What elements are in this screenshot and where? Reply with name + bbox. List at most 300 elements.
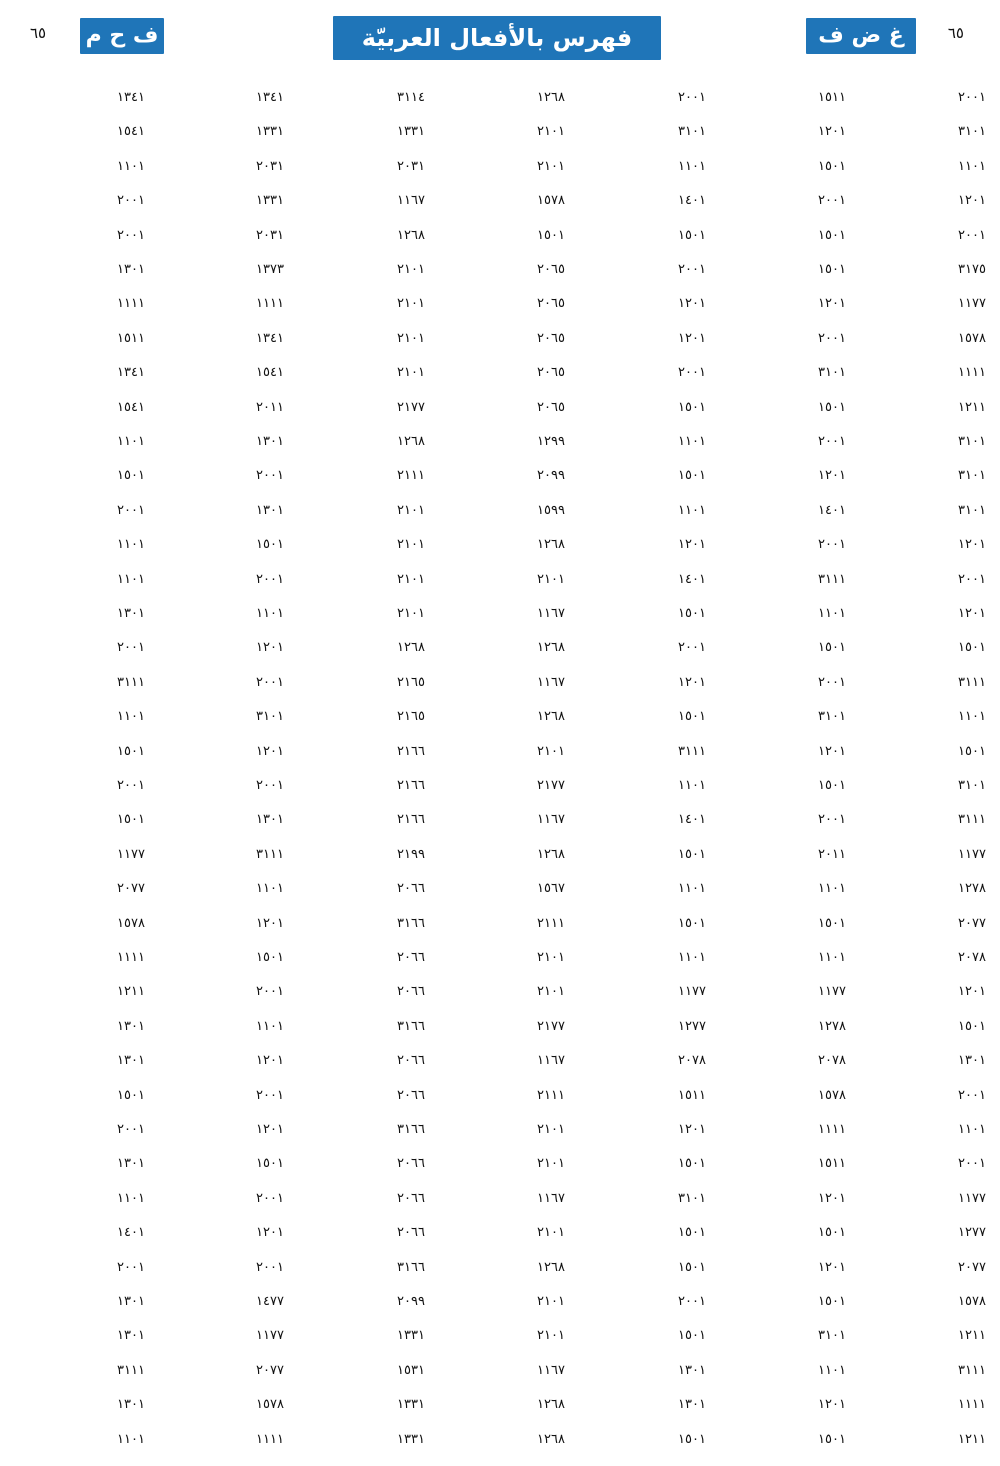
entry-code: ١٥٤١ xyxy=(256,365,284,381)
entry-code: ٢٠٣١ xyxy=(397,158,425,174)
entry-code: ٢١١١ xyxy=(537,915,565,931)
entry-code: ٢١٠١ xyxy=(397,537,425,553)
entry-code: ١٥٠١ xyxy=(818,227,846,243)
entry-code: ١٣٣١ xyxy=(256,124,284,140)
entry-code: ١١٠١ xyxy=(117,537,145,553)
entry-code: ١١٧٧ xyxy=(818,984,846,1000)
entry-code: ١٥٠١ xyxy=(117,812,145,828)
entry-code: ٢١٩٩ xyxy=(397,846,425,862)
table-row xyxy=(0,940,1000,974)
entry-code: ١١٠١ xyxy=(678,158,706,174)
entry-code: ١٣٤١ xyxy=(256,330,284,346)
entry-code: ٢١٠١ xyxy=(397,296,425,312)
entry-code: ٢٠٧٧ xyxy=(958,1259,986,1275)
entry-code: ١٥٠١ xyxy=(818,640,846,656)
entry-code: ٢٠٠١ xyxy=(256,1259,284,1275)
entry-code: ١٢٠١ xyxy=(958,537,986,553)
table-row xyxy=(0,1146,1000,1180)
entry-code: ١١٦٧ xyxy=(537,606,565,621)
entry-code: ١٥٠١ xyxy=(818,1225,846,1241)
entry-code: ١٢٠١ xyxy=(958,984,986,1000)
entry-code: ١٢٠١ xyxy=(678,537,706,553)
entry-code: ٢١٠١ xyxy=(537,950,565,965)
entry-code: ٢٠٦٥ xyxy=(537,399,565,415)
entry-code: ١٣٠١ xyxy=(117,1294,145,1309)
entry-code: ٢٠٠١ xyxy=(256,778,284,793)
entry-code: ١٢٧٨ xyxy=(818,1018,846,1034)
entry-code: ٢٠٠١ xyxy=(958,1156,986,1172)
entry-code: ١٢٠١ xyxy=(256,1225,284,1241)
entry-code: ١٥٩٩ xyxy=(537,502,565,518)
entry-code: ١٣٠١ xyxy=(256,812,284,828)
table-row xyxy=(0,1043,1000,1077)
entry-code: ٢٠١١ xyxy=(256,399,284,415)
entry-code: ٢٠٠١ xyxy=(818,812,846,828)
entry-code: ٣١٠١ xyxy=(958,124,986,140)
table-row xyxy=(0,699,1000,733)
entry-code: ٢٠٣١ xyxy=(256,158,284,174)
table-row xyxy=(0,596,1000,630)
entry-code: ٢٠٠١ xyxy=(678,90,706,105)
entry-code: ١٢٦٨ xyxy=(397,227,425,243)
entry-code: ٢٠٠١ xyxy=(678,640,706,656)
page-title: فهرس بالأفعال العربيّة xyxy=(333,16,661,60)
entry-code: ٢١١١ xyxy=(537,1087,565,1103)
entry-code: ١٥٠١ xyxy=(537,227,565,243)
entry-code: ١٢٦٨ xyxy=(537,1397,565,1413)
entry-code: ١٣٠١ xyxy=(678,1362,706,1378)
entry-code: ١٥٠١ xyxy=(678,468,706,484)
entry-code: ١١١١ xyxy=(117,296,145,312)
entry-code: ١٥٣١ xyxy=(397,1362,425,1378)
entry-code: ١٢٠١ xyxy=(818,468,846,484)
entry-code: ٢٠٠١ xyxy=(818,674,846,690)
entry-code: ١١٦٧ xyxy=(537,1362,565,1378)
entry-code: ٢١٠١ xyxy=(537,124,565,140)
entry-code: ١٥٧٨ xyxy=(818,1087,846,1103)
table-row xyxy=(0,114,1000,148)
table-row xyxy=(0,1387,1000,1421)
entry-code: ٢٠٦٦ xyxy=(397,984,425,1000)
entry-code: ٢١١١ xyxy=(397,468,425,484)
entry-code: ١١٠١ xyxy=(678,881,706,897)
entry-code: ١٣٣١ xyxy=(397,1431,425,1447)
entry-code: ٢٠١١ xyxy=(818,846,846,862)
entry-code: ١١٧٧ xyxy=(117,846,145,862)
entry-code: ١٢٠١ xyxy=(256,915,284,931)
entry-code: ١٥٧٨ xyxy=(537,193,565,209)
table-row xyxy=(0,218,1000,252)
entry-code: ١٣٣١ xyxy=(397,1397,425,1413)
entry-code: ٢٠٠١ xyxy=(958,1087,986,1103)
entry-code: ١٥٠١ xyxy=(818,778,846,793)
table-row xyxy=(0,390,1000,424)
entry-code: ٣١١١ xyxy=(818,571,846,587)
entry-code: ٢١٦٦ xyxy=(397,812,425,828)
entry-code: ٢١٦٥ xyxy=(397,709,425,725)
entry-code: ٢١٠١ xyxy=(397,330,425,346)
table-row xyxy=(0,1112,1000,1146)
entry-code: ١٣٠١ xyxy=(117,1328,145,1344)
entry-code: ١١٠١ xyxy=(678,950,706,965)
entry-code: ١١١١ xyxy=(958,365,986,381)
entry-code: ٢١٠١ xyxy=(397,606,425,621)
entry-code: ١٣٠١ xyxy=(117,262,145,277)
entry-code: ٢١٠١ xyxy=(537,1225,565,1241)
page-number-left: ٦٥ xyxy=(30,24,47,42)
table-row xyxy=(0,906,1000,940)
entry-code: ١٤٠١ xyxy=(818,502,846,518)
entry-code: ٢٠٦٥ xyxy=(537,330,565,346)
verb-index-table xyxy=(0,80,1000,1456)
entry-code: ١١٠١ xyxy=(678,434,706,449)
entry-code: ١٥٠١ xyxy=(678,1259,706,1275)
entry-code: ٢١٧٧ xyxy=(537,1018,565,1034)
entry-code: ٢٠٠١ xyxy=(958,571,986,587)
entry-code: ١٣٠١ xyxy=(117,606,145,621)
entry-code: ١١٠١ xyxy=(958,709,986,725)
entry-code: ١١١١ xyxy=(256,1431,284,1447)
entry-code: ٢١٦٦ xyxy=(397,743,425,759)
entry-code: ٢٠٠١ xyxy=(256,1190,284,1206)
entry-code: ١٢٠١ xyxy=(678,296,706,312)
entry-code: ١٥٦٧ xyxy=(537,881,565,897)
entry-code: ١٢٧٨ xyxy=(958,881,986,897)
entry-code: ١٢٦٨ xyxy=(397,434,425,449)
entry-code: ١١٠١ xyxy=(256,606,284,621)
entry-code: ١٥٠١ xyxy=(958,1018,986,1034)
entry-code: ٣١١٤ xyxy=(397,90,425,105)
entry-code: ٣١٦٦ xyxy=(397,1259,425,1275)
entry-code: ١٢٠١ xyxy=(818,1190,846,1206)
entry-code: ١٥٧٨ xyxy=(256,1397,284,1413)
entry-code: ٢١٠١ xyxy=(397,571,425,587)
table-row xyxy=(0,665,1000,699)
entry-code: ٢٠٠١ xyxy=(958,90,986,105)
entry-code: ٢٠٩٩ xyxy=(397,1294,425,1309)
entry-code: ١٥٠١ xyxy=(818,1431,846,1447)
entry-code: ١١٦٧ xyxy=(537,1190,565,1206)
entry-code: ١٥٧٨ xyxy=(117,915,145,931)
section-tab-left: ف ح م xyxy=(80,18,164,54)
entry-code: ١٢٦٨ xyxy=(537,846,565,862)
entry-code: ١٢٠١ xyxy=(678,330,706,346)
entry-code: ١١١١ xyxy=(818,1122,846,1137)
entry-code: ١١٠١ xyxy=(678,502,706,518)
entry-code: ١١٠١ xyxy=(117,1431,145,1447)
entry-code: ٢٠٧٨ xyxy=(678,1053,706,1069)
table-row xyxy=(0,321,1000,355)
entry-code: ٢٠٠١ xyxy=(818,330,846,346)
entry-code: ٢٠٠١ xyxy=(678,262,706,277)
entry-code: ١٥١١ xyxy=(117,330,145,346)
entry-code: ١٤٠١ xyxy=(678,812,706,828)
entry-code: ٢١٧٧ xyxy=(397,399,425,415)
entry-code: ٣١٠١ xyxy=(958,434,986,449)
entry-code: ١٥٠١ xyxy=(678,846,706,862)
entry-code: ٣١٠١ xyxy=(818,709,846,725)
table-row xyxy=(0,355,1000,389)
entry-code: ١١٠١ xyxy=(117,709,145,725)
entry-code: ٢٠٦٥ xyxy=(537,365,565,381)
entry-code: ١٤٠١ xyxy=(678,193,706,209)
entry-code: ٢١٠١ xyxy=(537,743,565,759)
entry-code: ١١٧٧ xyxy=(958,1190,986,1206)
entry-code: ٢١٠١ xyxy=(397,262,425,277)
table-row xyxy=(0,1353,1000,1387)
entry-code: ١٢٠١ xyxy=(818,1397,846,1413)
entry-code: ١١٠١ xyxy=(117,434,145,449)
entry-code: ١٣٤١ xyxy=(117,90,145,105)
entry-code: ٢٠٩٩ xyxy=(537,468,565,484)
entry-code: ٢١٦٥ xyxy=(397,674,425,690)
table-row xyxy=(0,974,1000,1008)
entry-code: ١٣٣١ xyxy=(397,1328,425,1344)
entry-code: ٢٠٠١ xyxy=(117,502,145,518)
entry-code: ١٥٠١ xyxy=(256,950,284,965)
entry-code: ١١٠١ xyxy=(958,1122,986,1137)
entry-code: ٣١١١ xyxy=(256,846,284,862)
entry-code: ٢٠٠١ xyxy=(117,1122,145,1137)
entry-code: ٢٠٧٨ xyxy=(958,950,986,965)
table-row xyxy=(0,871,1000,905)
entry-code: ٢٠٧٧ xyxy=(958,915,986,931)
table-row xyxy=(0,252,1000,286)
entry-code: ٢٠٦٦ xyxy=(397,1225,425,1241)
entry-code: ٣١٠١ xyxy=(818,365,846,381)
entry-code: ٢١٠١ xyxy=(537,1156,565,1172)
entry-code: ١٥٠١ xyxy=(818,915,846,931)
entry-code: ١٢٠١ xyxy=(256,640,284,656)
entry-code: ١٥٠١ xyxy=(678,1156,706,1172)
entry-code: ١٢٧٧ xyxy=(678,1018,706,1034)
entry-code: ١١١١ xyxy=(958,1397,986,1413)
entry-code: ٣١٠١ xyxy=(818,1328,846,1344)
entry-code: ١١١١ xyxy=(117,950,145,965)
entry-code: ١٥٠١ xyxy=(958,743,986,759)
entry-code: ١١٠١ xyxy=(818,1362,846,1378)
entry-code: ١٥٠١ xyxy=(678,1328,706,1344)
table-row xyxy=(0,149,1000,183)
table-row xyxy=(0,1318,1000,1352)
entry-code: ١٢٠١ xyxy=(818,124,846,140)
entry-code: ١٥٤١ xyxy=(117,399,145,415)
table-row xyxy=(0,1181,1000,1215)
entry-code: ١٥٠١ xyxy=(678,1225,706,1241)
entry-code: ٢٠٧٧ xyxy=(256,1362,284,1378)
entry-code: ١١٠١ xyxy=(256,881,284,897)
entry-code: ١١٦٧ xyxy=(537,812,565,828)
entry-code: ١٢١١ xyxy=(958,1328,986,1344)
table-row xyxy=(0,630,1000,664)
entry-code: ٢١٠١ xyxy=(537,571,565,587)
table-row xyxy=(0,493,1000,527)
entry-code: ٣١٦٦ xyxy=(397,1018,425,1034)
entry-code: ١٢١١ xyxy=(958,399,986,415)
entry-code: ٢٠٠١ xyxy=(256,571,284,587)
page-header xyxy=(0,0,1000,80)
entry-code: ١٢٧٧ xyxy=(958,1225,986,1241)
entry-code: ١٥٠١ xyxy=(117,743,145,759)
entry-code: ١٢٦٨ xyxy=(537,640,565,656)
entry-code: ٢٠٠١ xyxy=(256,468,284,484)
entry-code: ١١٠١ xyxy=(818,881,846,897)
entry-code: ٣١٠١ xyxy=(678,1190,706,1206)
entry-code: ١٢٦٨ xyxy=(397,640,425,656)
entry-code: ٢٠٠١ xyxy=(117,640,145,656)
entry-code: ٣١٠١ xyxy=(256,709,284,725)
table-row xyxy=(0,768,1000,802)
entry-code: ١٣٣١ xyxy=(397,124,425,140)
entry-code: ١٣٠١ xyxy=(117,1053,145,1069)
entry-code: ١٥١١ xyxy=(818,90,846,105)
entry-code: ٢٠٠١ xyxy=(958,227,986,243)
entry-code: ٢٠٠١ xyxy=(117,1259,145,1275)
entry-code: ٣١١١ xyxy=(117,1362,145,1378)
entry-code: ٣١٠١ xyxy=(958,778,986,793)
entry-code: ١١١١ xyxy=(256,296,284,312)
entry-code: ٣١١١ xyxy=(678,743,706,759)
entry-code: ١٢٠١ xyxy=(256,743,284,759)
entry-code: ١٤٧٧ xyxy=(256,1294,284,1309)
entry-code: ٢١٠١ xyxy=(537,1122,565,1137)
entry-code: ١٢٦٨ xyxy=(537,709,565,725)
entry-code: ١١٦٧ xyxy=(537,1053,565,1069)
entry-code: ٢٠٦٦ xyxy=(397,1156,425,1172)
entry-code: ٢٠٦٥ xyxy=(537,262,565,277)
table-row xyxy=(0,1284,1000,1318)
entry-code: ٣١٠١ xyxy=(958,468,986,484)
entry-code: ١٥٠١ xyxy=(818,158,846,174)
entry-code: ١٥٠١ xyxy=(678,399,706,415)
entry-code: ٢٠٠١ xyxy=(256,1087,284,1103)
entry-code: ١٥١١ xyxy=(678,1087,706,1103)
entry-code: ٢٠٠١ xyxy=(117,227,145,243)
entry-code: ١٢٦٨ xyxy=(537,1431,565,1447)
entry-code: ٢٠٠١ xyxy=(256,984,284,1000)
entry-code: ١٢٠١ xyxy=(818,743,846,759)
entry-code: ١٣٠١ xyxy=(256,502,284,518)
table-row xyxy=(0,734,1000,768)
entry-code: ٣١١١ xyxy=(958,674,986,690)
page-number-right: ٦٥ xyxy=(947,24,964,42)
entry-code: ٢٠٠١ xyxy=(117,778,145,793)
table-row xyxy=(0,424,1000,458)
table-row xyxy=(0,527,1000,561)
entry-code: ١١٧٧ xyxy=(958,846,986,862)
entry-code: ١٥٠١ xyxy=(678,709,706,725)
entry-code: ٣١١١ xyxy=(958,1362,986,1378)
entry-code: ٣١٦٦ xyxy=(397,915,425,931)
entry-code: ١٢٠١ xyxy=(256,1122,284,1137)
entry-code: ١١٠١ xyxy=(117,571,145,587)
entry-code: ١١٠١ xyxy=(818,950,846,965)
entry-code: ٢١٧٧ xyxy=(537,778,565,793)
entry-code: ١٢٦٨ xyxy=(537,90,565,105)
entry-code: ١٣٠١ xyxy=(117,1397,145,1413)
entry-code: ٢١٠١ xyxy=(537,1328,565,1344)
entry-code: ١٣٤١ xyxy=(256,90,284,105)
entry-code: ١٣٠١ xyxy=(958,1053,986,1069)
entry-code: ١٥٠١ xyxy=(958,640,986,656)
entry-code: ١٢٦٨ xyxy=(537,1259,565,1275)
entry-code: ١٢٠١ xyxy=(678,1122,706,1137)
entry-code: ١٢٦٨ xyxy=(537,537,565,553)
entry-code: ٣١٠١ xyxy=(678,124,706,140)
entry-code: ١٢٠١ xyxy=(818,1259,846,1275)
entry-code: ٢٠٦٦ xyxy=(397,881,425,897)
entry-code: ١١٠١ xyxy=(117,1190,145,1206)
entry-code: ١٥٠١ xyxy=(256,1156,284,1172)
entry-code: ١٢٠١ xyxy=(818,296,846,312)
entry-code: ٢١٠١ xyxy=(537,1294,565,1309)
table-row xyxy=(0,458,1000,492)
entry-code: ١٢٩٩ xyxy=(537,434,565,449)
entry-code: ١١٧٧ xyxy=(678,984,706,1000)
entry-code: ٢١٠١ xyxy=(537,984,565,1000)
entry-code: ٣١٧٥ xyxy=(958,262,986,277)
table-row xyxy=(0,286,1000,320)
entry-code: ١١٠١ xyxy=(256,1018,284,1034)
entry-code: ٢١٠١ xyxy=(537,158,565,174)
entry-code: ١٥٠١ xyxy=(256,537,284,553)
entry-code: ١٥٠١ xyxy=(117,1087,145,1103)
table-row xyxy=(0,183,1000,217)
entry-code: ١٥٠١ xyxy=(678,606,706,621)
entry-code: ١٤٠١ xyxy=(678,571,706,587)
entry-code: ١١٦٧ xyxy=(397,193,425,209)
entry-code: ٢٠٧٧ xyxy=(117,881,145,897)
entry-code: ٢٠٣١ xyxy=(256,227,284,243)
entry-code: ٢٠٠١ xyxy=(256,674,284,690)
entry-code: ١٣٠١ xyxy=(678,1397,706,1413)
entry-code: ٢٠٦٦ xyxy=(397,1190,425,1206)
entry-code: ٢٠٠١ xyxy=(818,193,846,209)
entry-code: ٢٠٧٨ xyxy=(818,1053,846,1069)
entry-code: ٣١٠١ xyxy=(958,502,986,518)
entry-code: ١٣٣١ xyxy=(256,193,284,209)
entry-code: ١١٠١ xyxy=(678,778,706,793)
entry-code: ١٣٧٣ xyxy=(256,262,284,277)
entry-code: ١٥٠١ xyxy=(678,915,706,931)
entry-code: ١١٦٧ xyxy=(537,674,565,690)
table-row xyxy=(0,802,1000,836)
entry-code: ١٢٠١ xyxy=(678,674,706,690)
entry-code: ١٢٠١ xyxy=(958,606,986,621)
entry-code: ١٥١١ xyxy=(818,1156,846,1172)
entry-code: ٢١٠١ xyxy=(397,365,425,381)
entry-code: ١٥٤١ xyxy=(117,124,145,140)
entry-code: ٣١١١ xyxy=(958,812,986,828)
entry-code: ١٣٤١ xyxy=(117,365,145,381)
table-row xyxy=(0,837,1000,871)
entry-code: ١٢١١ xyxy=(958,1431,986,1447)
entry-code: ٢٠٦٥ xyxy=(537,296,565,312)
entry-code: ١٥٧٨ xyxy=(958,330,986,346)
entry-code: ١٤٠١ xyxy=(117,1225,145,1241)
table-row xyxy=(0,1250,1000,1284)
entry-code: ١١٠١ xyxy=(818,606,846,621)
entry-code: ٢١٦٦ xyxy=(397,778,425,793)
section-tab-right: غ ض ف xyxy=(806,18,916,54)
table-row xyxy=(0,1009,1000,1043)
entry-code: ١٢٠١ xyxy=(958,193,986,209)
entry-code: ١٢٠١ xyxy=(256,1053,284,1069)
table-row xyxy=(0,80,1000,114)
table-row xyxy=(0,562,1000,596)
entry-code: ١٢١١ xyxy=(117,984,145,1000)
entry-code: ١٣٠١ xyxy=(256,434,284,449)
